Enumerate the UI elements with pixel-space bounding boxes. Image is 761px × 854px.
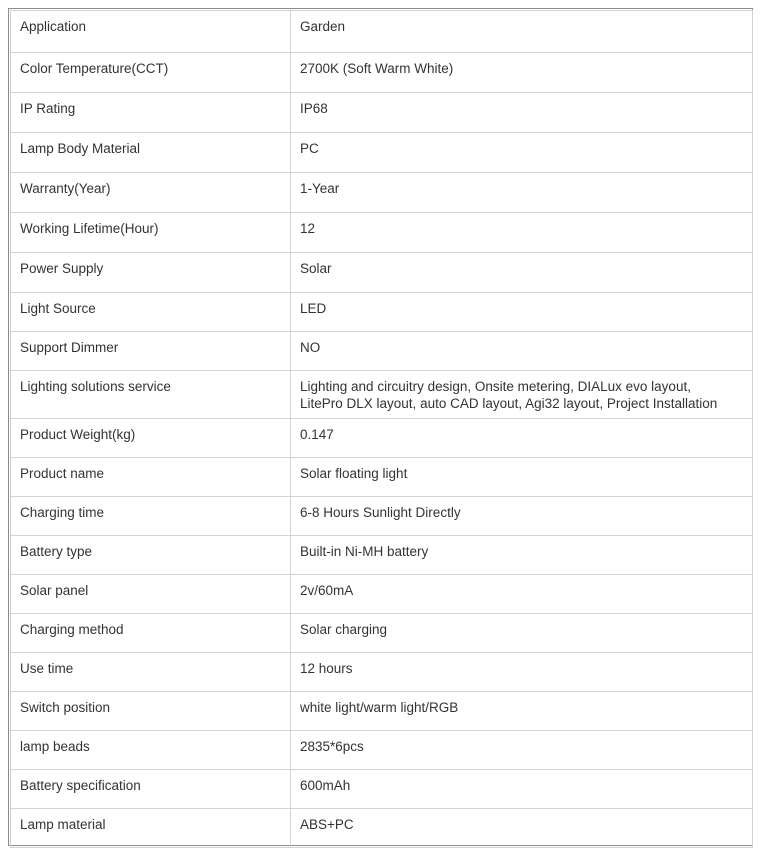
- spec-value: NO: [291, 332, 753, 371]
- spec-label: Product name: [11, 458, 291, 497]
- spec-label: Switch position: [11, 692, 291, 731]
- table-row: [11, 293, 753, 332]
- table-row: [11, 11, 753, 53]
- spec-value: 12 hours: [291, 653, 753, 692]
- table-row: [11, 575, 753, 614]
- table-row: [11, 419, 753, 458]
- spec-label: Battery type: [11, 536, 291, 575]
- spec-label: Application: [11, 11, 291, 53]
- spec-value: 1-Year: [291, 173, 753, 213]
- spec-value: 0.147: [291, 419, 753, 458]
- spec-value: Solar: [291, 253, 753, 293]
- table-row: [11, 770, 753, 809]
- spec-value: Garden: [291, 11, 753, 53]
- spec-value-line: LitePro DLX layout, auto CAD layout, Agi32 layout, Project Installation: [300, 396, 718, 411]
- spec-value: 2v/60mA: [291, 575, 753, 614]
- spec-label: Charging method: [11, 614, 291, 653]
- spec-value: [291, 371, 753, 419]
- spec-label: Product Weight(kg): [11, 419, 291, 458]
- spec-value: 2700K (Soft Warm White): [291, 53, 753, 93]
- spec-label: Charging time: [11, 497, 291, 536]
- spec-value: Solar floating light: [291, 458, 753, 497]
- spec-label: Warranty(Year): [11, 173, 291, 213]
- table-row: [11, 653, 753, 692]
- spec-value: PC: [291, 133, 753, 173]
- spec-value: LED: [291, 293, 753, 332]
- table-row: [11, 692, 753, 731]
- spec-label: Power Supply: [11, 253, 291, 293]
- spec-label: Light Source: [11, 293, 291, 332]
- spec-label: Lamp Body Material: [11, 133, 291, 173]
- spec-label: lamp beads: [11, 731, 291, 770]
- spec-label: Lighting solutions service: [11, 371, 291, 419]
- table-row: [11, 213, 753, 253]
- spec-value: white light/warm light/RGB: [291, 692, 753, 731]
- table-row: [11, 731, 753, 770]
- table-row: [11, 253, 753, 293]
- table-row: [11, 809, 753, 848]
- spec-value: IP68: [291, 93, 753, 133]
- spec-value: 2835*6pcs: [291, 731, 753, 770]
- spec-label: IP Rating: [11, 93, 291, 133]
- spec-label: Use time: [11, 653, 291, 692]
- spec-value: 600mAh: [291, 770, 753, 809]
- spec-label: Working Lifetime(Hour): [11, 213, 291, 253]
- product-spec-table: [10, 10, 753, 848]
- table-row: [11, 93, 753, 133]
- table-row: [11, 332, 753, 371]
- table-row: [11, 133, 753, 173]
- table-row: [11, 458, 753, 497]
- table-row: [11, 371, 753, 419]
- spec-label: Solar panel: [11, 575, 291, 614]
- table-row: [11, 614, 753, 653]
- spec-value: 6-8 Hours Sunlight Directly: [291, 497, 753, 536]
- spec-label: Color Temperature(CCT): [11, 53, 291, 93]
- spec-label: Support Dimmer: [11, 332, 291, 371]
- spec-value: Built-in Ni-MH battery: [291, 536, 753, 575]
- table-row: [11, 497, 753, 536]
- spec-value: 12: [291, 213, 753, 253]
- table-row: [11, 536, 753, 575]
- spec-label: Lamp material: [11, 809, 291, 848]
- spec-value-line: Lighting and circuitry design, Onsite metering, DIALux evo layout,: [300, 379, 691, 394]
- spec-value: ABS+PC: [291, 809, 753, 848]
- table-row: [11, 53, 753, 93]
- table-row: [11, 173, 753, 213]
- spec-label: Battery specification: [11, 770, 291, 809]
- spec-value: Solar charging: [291, 614, 753, 653]
